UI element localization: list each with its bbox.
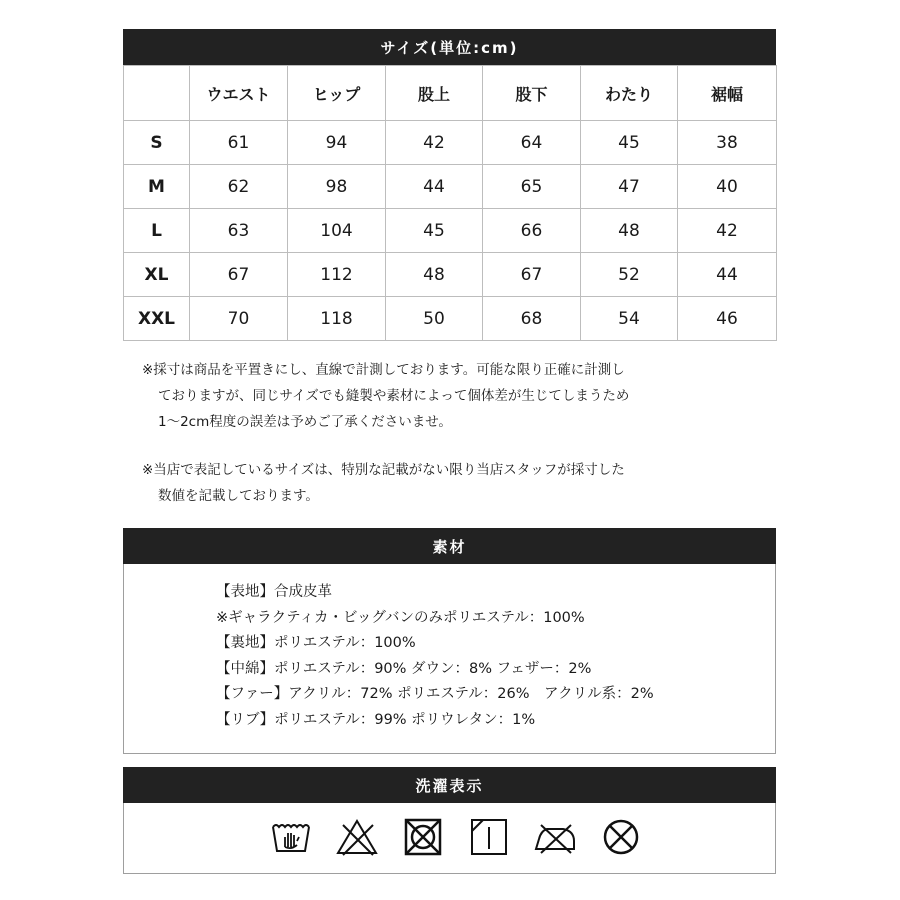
- care-box: [123, 803, 776, 874]
- line-dry-shade-icon: [467, 817, 511, 857]
- material-section-header: [123, 528, 776, 564]
- column-header: 股下: [483, 66, 581, 121]
- table-cell: 94: [288, 121, 386, 165]
- size-label: XL: [124, 253, 190, 297]
- table-cell: 54: [581, 297, 678, 341]
- table-cell: 104: [288, 209, 386, 253]
- table-cell: 118: [288, 297, 386, 341]
- table-row: [124, 297, 777, 341]
- table-cell: 67: [190, 253, 288, 297]
- material-line: 【中綿】ポリエステル：90% ダウン：8% フェザー：2%: [216, 660, 592, 677]
- note-line: ※採寸は商品を平置きにし、直線で計測しております。可能な限り正確に計測し: [142, 362, 625, 378]
- table-row: [124, 253, 777, 297]
- table-cell: 65: [483, 165, 581, 209]
- table-cell: 38: [678, 121, 777, 165]
- table-cell: 42: [678, 209, 777, 253]
- material-line: ※ギャラクティカ・ビッグバンのみポリエステル：100%: [216, 609, 585, 626]
- table-cell: 68: [483, 297, 581, 341]
- table-row: [124, 165, 777, 209]
- table-cell: 98: [288, 165, 386, 209]
- table-cell: 47: [581, 165, 678, 209]
- note-line: ※当店で表記しているサイズは、特別な記載がない限り当店スタッフが採寸した: [142, 462, 625, 478]
- table-cell: 70: [190, 297, 288, 341]
- size-table-header-row: [124, 66, 777, 121]
- table-cell: 48: [581, 209, 678, 253]
- care-icons: [269, 817, 643, 857]
- table-cell: 64: [483, 121, 581, 165]
- table-row: [124, 209, 777, 253]
- material-box: [123, 564, 776, 754]
- material-list: [216, 580, 654, 733]
- size-label: XXL: [124, 297, 190, 341]
- size-table: [123, 65, 777, 341]
- note-line: 数値を記載しております。: [158, 488, 319, 504]
- column-header: 股上: [386, 66, 483, 121]
- note-line: ておりますが、同じサイズでも縫製や素材によって個体差が生じてしまうため: [158, 388, 630, 404]
- table-cell: 66: [483, 209, 581, 253]
- no-tumble-dry-icon: [401, 817, 445, 857]
- material-line: 【リブ】ポリエステル：99% ポリウレタン：1%: [216, 711, 536, 728]
- table-cell: 44: [678, 253, 777, 297]
- size-label: L: [124, 209, 190, 253]
- table-cell: 50: [386, 297, 483, 341]
- material-section-title: 素材: [432, 537, 467, 556]
- table-cell: 61: [190, 121, 288, 165]
- care-section-title: 洗濯表示: [415, 776, 484, 795]
- column-header: 裾幅: [678, 66, 777, 121]
- no-dry-clean-icon: [599, 817, 643, 857]
- table-cell: 67: [483, 253, 581, 297]
- no-bleach-icon: [335, 817, 379, 857]
- note-line: 1～2cm程度の誤差は予めご了承くださいませ。: [158, 414, 452, 430]
- size-label: S: [124, 121, 190, 165]
- table-cell: 63: [190, 209, 288, 253]
- table-cell: 45: [581, 121, 678, 165]
- table-cell: 40: [678, 165, 777, 209]
- measurement-note: [142, 357, 629, 435]
- material-line: 【表地】合成皮革: [216, 584, 332, 600]
- size-section-header: [123, 29, 776, 65]
- table-row: [124, 121, 777, 165]
- table-cell: 45: [386, 209, 483, 253]
- table-cell: 62: [190, 165, 288, 209]
- size-label: M: [124, 165, 190, 209]
- column-header: ヒップ: [288, 66, 386, 121]
- column-header: ウエスト: [190, 66, 288, 121]
- care-section-header: [123, 767, 776, 803]
- table-cell: 46: [678, 297, 777, 341]
- material-line: 【裏地】ポリエステル：100%: [216, 635, 416, 651]
- table-cell: 52: [581, 253, 678, 297]
- staff-measurement-note: [142, 457, 625, 509]
- column-header: わたり: [581, 66, 678, 121]
- size-section-title: サイズ(単位:cm): [380, 38, 519, 57]
- table-cell: 42: [386, 121, 483, 165]
- iron-low-icon: [533, 817, 577, 857]
- hand-wash-icon: [269, 817, 313, 857]
- size-table-corner-cell: [124, 66, 190, 121]
- table-cell: 112: [288, 253, 386, 297]
- table-cell: 44: [386, 165, 483, 209]
- table-cell: 48: [386, 253, 483, 297]
- material-line: 【ファー】アクリル：72% ポリエステル：26% アクリル系：2%: [216, 686, 654, 702]
